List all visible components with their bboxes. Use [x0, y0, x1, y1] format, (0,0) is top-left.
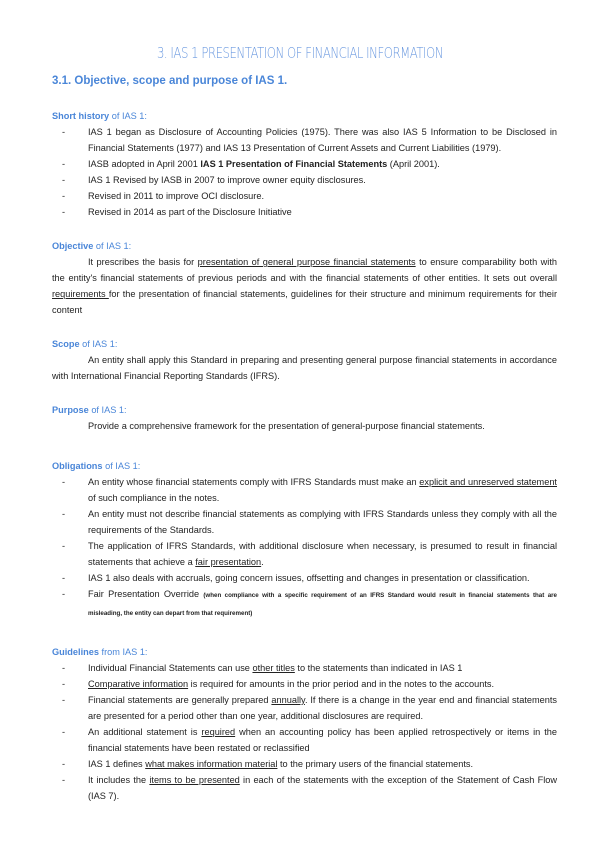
- list-item: - An additional statement is required when an accounting policy has been applied retrospectively or items in the financial statements have been restated or reclassified: [52, 724, 557, 756]
- list-item: - Comparative information is required for amounts in the prior period and in the notes to the accounts.: [52, 676, 557, 692]
- document-body: [52, 100, 557, 804]
- list-item: - IAS 1 also deals with accruals, going concern issues, offsetting and changes in presentation or classification.: [52, 570, 557, 586]
- history-heading: Short history of IAS 1:: [52, 111, 147, 121]
- list-item: - It includes the items to be presented in each of the statements with the exception of the Statement of Cash Flow (IAS 7).: [52, 772, 557, 804]
- list-item: - IAS 1 defines what makes information material to the primary users of the financial statements.: [52, 756, 557, 772]
- list-item: - An entity must not describe financial statements as complying with IFRS Standards unless they comply with all the requirements of the Standards.: [52, 506, 557, 538]
- list-item: - Financial statements are generally prepared annually. If there is a change in the year end and financial statements are presented for a period other than one year, additional disclosures are required.: [52, 692, 557, 724]
- history-list: [52, 124, 557, 220]
- section-heading: 3.1. Objective, scope and purpose of IAS 1.: [52, 75, 288, 87]
- list-item: - Individual Financial Statements can use other titles to the statements than indicated in IAS 1: [52, 660, 557, 676]
- list-item: - IAS 1 began as Disclosure of Accounting Policies (1975). There was also IAS 5 Information to be Disclosed in Financial Statements (1977) and IAS 13 Presentation of Current Assets and Current Liabilities (1979).: [52, 124, 557, 156]
- list-item: - Revised in 2011 to improve OCI disclosure.: [52, 188, 557, 204]
- list-item: - The application of IFRS Standards, with additional disclosure when necessary, is presumed to result in financial statements that achieve a fair presentation.: [52, 538, 557, 570]
- objective-heading: Objective of IAS 1:: [52, 241, 132, 251]
- objective-text: It prescribes the basis for presentation of general purpose financial statements to ensure comparability both with the entity's financial statements of previous periods and with the financial statements of other entities. It sets out overall requirements for the presentation of financial statements, guidelines for their structure and minimum requirements for their content: [52, 257, 558, 315]
- obligations-list: [52, 474, 557, 622]
- list-item: - IASB adopted in April 2001 IAS 1 Presentation of Financial Statements (April 2001).: [52, 156, 557, 172]
- list-item: - Fair Presentation Override (when compliance with a specific requirement of an IFRS Standard would result in financial statements that are misleading, the entity can depart from that requirement): [52, 586, 557, 622]
- guidelines-heading: Guidelines from IAS 1:: [52, 647, 148, 657]
- chapter-title: 3. IAS 1 PRESENTATION OF FINANCIAL INFORMATION: [156, 44, 444, 62]
- guidelines-list: [52, 660, 557, 804]
- list-item: - IAS 1 Revised by IASB in 2007 to improve owner equity disclosures.: [52, 172, 557, 188]
- scope-heading: Scope of IAS 1:: [52, 339, 118, 349]
- purpose-heading: Purpose of IAS 1:: [52, 405, 127, 415]
- obligations-heading: Obligations of IAS 1:: [52, 461, 141, 471]
- scope-text: An entity shall apply this Standard in preparing and presenting general purpose financial statements in accordance with International Financial Reporting Standards (IFRS).: [52, 355, 557, 381]
- list-item: - Revised in 2014 as part of the Disclosure Initiative: [52, 204, 557, 220]
- purpose-text: Provide a comprehensive framework for the presentation of general-purpose financial statements.: [88, 421, 485, 431]
- list-item: - An entity whose financial statements comply with IFRS Standards must make an explicit and unreserved statement of such compliance in the notes.: [52, 474, 557, 506]
